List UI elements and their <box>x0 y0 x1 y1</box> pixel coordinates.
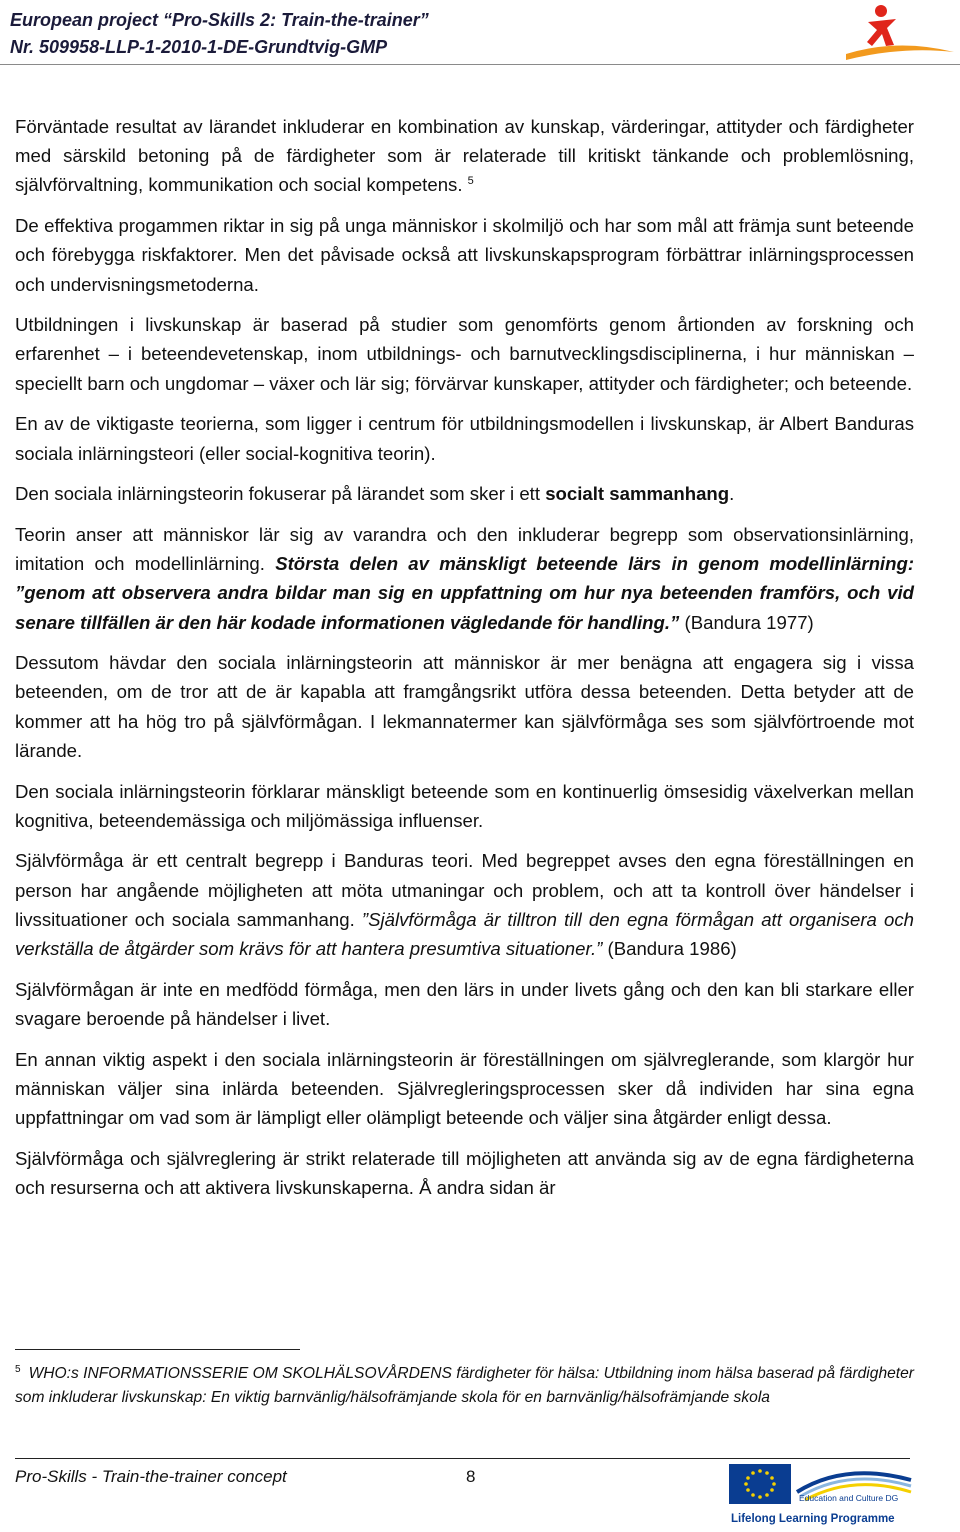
footer-title: Pro-Skills - Train-the-trainer concept <box>15 1467 287 1486</box>
paragraph: Den sociala inlärningsteorin förklarar mänskligt beteende som en kontinuerlig ömsesidig växelverkan mellan kognitiva, beteendemässiga och miljömässiga influenser. <box>15 780 914 831</box>
eu-lifelong-learning-logo-icon <box>725 1462 915 1528</box>
paragraph: En av de viktigaste teorierna, som ligger i centrum för utbildningsmodellen i livskunskap, är Albert Banduras sociala inlärningsteori (eller social-kognitiva teorin). <box>15 413 914 464</box>
paragraph: Självförmågan är inte en medfödd förmåga, men den lärs in under livets gång och den kan bli starkare eller svagare beroende på händelser i livet. <box>15 978 914 1029</box>
emphasis-text: socialt sammanhang <box>545 483 730 505</box>
paragraph-text: Teorin anser att människor lär sig av varandra och den inkluderar begrepp som observationsinlärning, imitation och modellinlärning. <box>15 523 914 575</box>
footnote <box>15 1362 914 1411</box>
header-divider <box>0 64 960 65</box>
footnote-number: 5 <box>15 1363 21 1375</box>
paragraph <box>15 479 914 508</box>
paragraph-text: . <box>729 483 735 505</box>
quote-text: Största delen av mänskligt beteende lärs in genom modellinlärning: ”genom att observera andra bildar man sig en uppfattning om hur nya beteenden framförs, och vid senare tillfällen är den här kodade informationen vägledande för handling.” <box>15 553 915 633</box>
eu-dg-label: Education and Culture DG <box>799 1493 899 1503</box>
footnote-reference[interactable]: 5 <box>467 175 474 188</box>
main-content <box>15 112 914 1214</box>
paragraph-text: Självförmåga är ett centralt begrepp i Banduras teori. Med begreppet avses den egna föreställningen en person har angående möjligheten att möta utmaningar och problem, och att ta kontroll över händelser i livssituationer och sociala sammanhang. <box>15 850 914 930</box>
project-number: Nr. 509958-LLP-1-2010-1-DE-Grundtvig-GMP <box>10 37 388 57</box>
footer-divider <box>15 1458 910 1459</box>
paragraph: Självförmåga och självreglering är strikt relaterade till möjligheten att använda sig av de egna färdigheterna och resurserna och att aktivera livskunskaperna. Å andra sidan är <box>15 1147 914 1198</box>
eu-programme-label: Lifelong Learning Programme <box>731 1513 895 1525</box>
paragraph: De effektiva progammen riktar in sig på unga människor i skolmiljö och har som mål att främja sunt beteende och förebygga riskfaktorer. Men det påvisade också att livskunskapsprogram förbättrar inlärningsprocessen och undervisningsmetoderna. <box>15 215 914 295</box>
project-title: European project “Pro-Skills 2: Train-the-trainer” <box>10 10 429 30</box>
citation: (Bandura 1977) <box>684 611 814 633</box>
page-number: 8 <box>466 1467 476 1486</box>
citation: (Bandura 1986) <box>607 938 737 960</box>
paragraph: Dessutom hävdar den sociala inlärningsteorin att människor är mer benägna att engagera sig i vissa beteenden, om de tror att de är kapabla att framgångsrikt utföra dessa beteenden. Detta betyder att de kommer att ha hög tro på självförmågan. I lekmannatermer kan självförmåga ses som självförtroende mot lärande. <box>15 652 914 761</box>
paragraph: En annan viktig aspekt i den sociala inlärningsteorin är föreställningen om självreglerande, som klargör hur människan väljer sina inlärda beteenden. Självregleringsprocessen sker då individen har sina egna uppfattningar om vad som är lämpligt eller olämpligt beteende och väljer sina åtgärder enligt dessa. <box>15 1048 914 1129</box>
pro-skills-logo-icon <box>838 2 958 62</box>
paragraph: Utbildningen i livskunskap är baserad på studier som genomförts genom årtionden av forskning och erfarenhet – i beteendevetenskap, inom utbildnings- och barnutvecklingsdisciplinerna, i hur människan – speciellt barn och ungdomar – växer och lär sig; förvärvar kunskaper, attityder och färdigheter; och beteende. <box>15 314 914 394</box>
paragraph <box>15 112 914 200</box>
quote-text: ”Självförmåga är tilltron till den egna förmågan att organisera och verkställa de åtgärder som krävs för att hantera presumtiva situationer.” <box>15 908 914 960</box>
footnote-divider <box>15 1349 300 1350</box>
page-header <box>0 0 960 68</box>
paragraph-text: Förväntade resultat av lärandet inkluderar en kombination av kunskap, värderingar, attityder och färdigheter med särskild betoning på de färdigheter som är relaterade till kritiskt tänkande och problemlösning, självförvaltning, kommunikation och social kompetens. <box>15 116 914 196</box>
paragraph <box>15 846 914 963</box>
paragraph-text: Den sociala inlärningsteorin fokuserar på lärandet som sker i ett <box>15 483 541 505</box>
paragraph <box>15 520 914 637</box>
footnote-text: WHO:s INFORMATIONSSERIE OM SKOLHÄLSOVÅRDENS färdigheter för hälsa: Utbildning inom hälsa baserad på färdigheter som inkluderar livskunskap: En viktig barnvänlig/hälsofrämjande skola för en barnvänlig/hälsofrämjande skola <box>15 1365 914 1407</box>
